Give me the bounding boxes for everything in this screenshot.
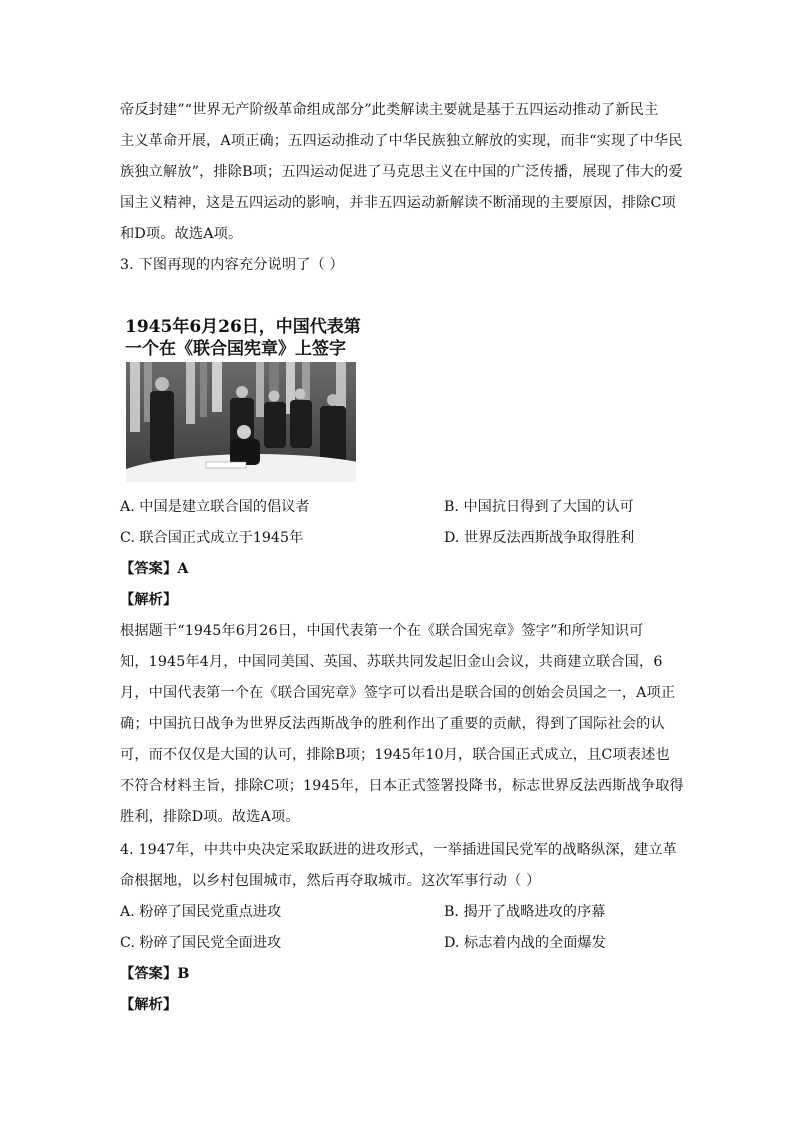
photo-caption-line-1: 1945年6月26日，中国代表第 (125, 317, 361, 337)
paragraph-line: 族独立解放”，排除B项；五四运动促进了马克思主义在中国的广泛传播，展现了伟大的爱 (120, 164, 683, 180)
answer-3: 【答案】A (120, 561, 189, 577)
option-4d: D. 标志着内战的全面爆发 (444, 935, 606, 951)
analysis-heading-4: 【解析】 (120, 997, 178, 1013)
paragraph-line: 主义革命开展，A项正确；五四运动推动了中华民族独立解放的实现，而非“实现了中华民 (120, 133, 683, 149)
analysis-line: 胜利，排除D项。故选A项。 (120, 809, 300, 825)
analysis-heading-3: 【解析】 (120, 592, 178, 608)
answer-4: 【答案】B (120, 966, 190, 982)
analysis-line: 可，而不仅仅是大国的认可，排除B项；1945年10月，联合国正式成立，且C项表述也 (120, 747, 670, 763)
photo-caption-line-2: 一个在《联合国宪章》上签字 (125, 339, 346, 359)
option-4a: A. 粉碎了国民党重点进攻 (120, 904, 282, 920)
option-3b: B. 中国抗日得到了大国的认可 (444, 499, 634, 515)
analysis-line: 知，1945年4月，中国同美国、英国、苏联共同发起旧金山会议，共商建立联合国，6 (120, 654, 663, 670)
signing-photo (125, 315, 361, 482)
option-3d: D. 世界反法西斯战争取得胜利 (444, 530, 635, 546)
photo-image (126, 362, 356, 482)
question-4-stem-line: 4. 1947年，中共中央决定采取跃进的进攻形式，一举插进国民党军的战略纵深，建立革 (120, 842, 678, 858)
question-4-stem-line: 命根据地，以乡村包围城市，然后再夺取城市。这次军事行动（ ） (120, 873, 541, 889)
option-3c: C. 联合国正式成立于1945年 (120, 530, 304, 546)
analysis-line: 不符合材料主旨，排除C项；1945年，日本正式签署投降书，标志世界反法西斯战争取得 (120, 778, 684, 794)
option-4c: C. 粉碎了国民党全面进攻 (120, 935, 282, 951)
analysis-line: 月，中国代表第一个在《联合国宪章》签字可以看出是联合国的创始会员国之一，A项正 (120, 685, 676, 701)
paragraph-line: 帝反封建”“世界无产阶级革命组成部分”此类解读主要就是基于五四运动推动了新民主 (120, 102, 659, 118)
analysis-line: 确；中国抗日战争为世界反法西斯战争的胜利作出了重要的贡献，得到了国际社会的认 (120, 716, 665, 732)
paragraph-line: 国主义精神，这是五四运动的影响，并非五四运动新解读不断涌现的主要原因，排除C项 (120, 195, 676, 211)
option-4b: B. 揭开了战略进攻的序幕 (444, 904, 606, 920)
option-3a: A. 中国是建立联合国的倡议者 (120, 499, 310, 515)
question-3-stem: 3. 下图再现的内容充分说明了（ ） (120, 257, 344, 273)
analysis-line: 根据题干“1945年6月26日，中国代表第一个在《联合国宪章》签字”和所学知识可 (120, 623, 644, 639)
paragraph-line: 和D项。故选A项。 (120, 226, 243, 242)
